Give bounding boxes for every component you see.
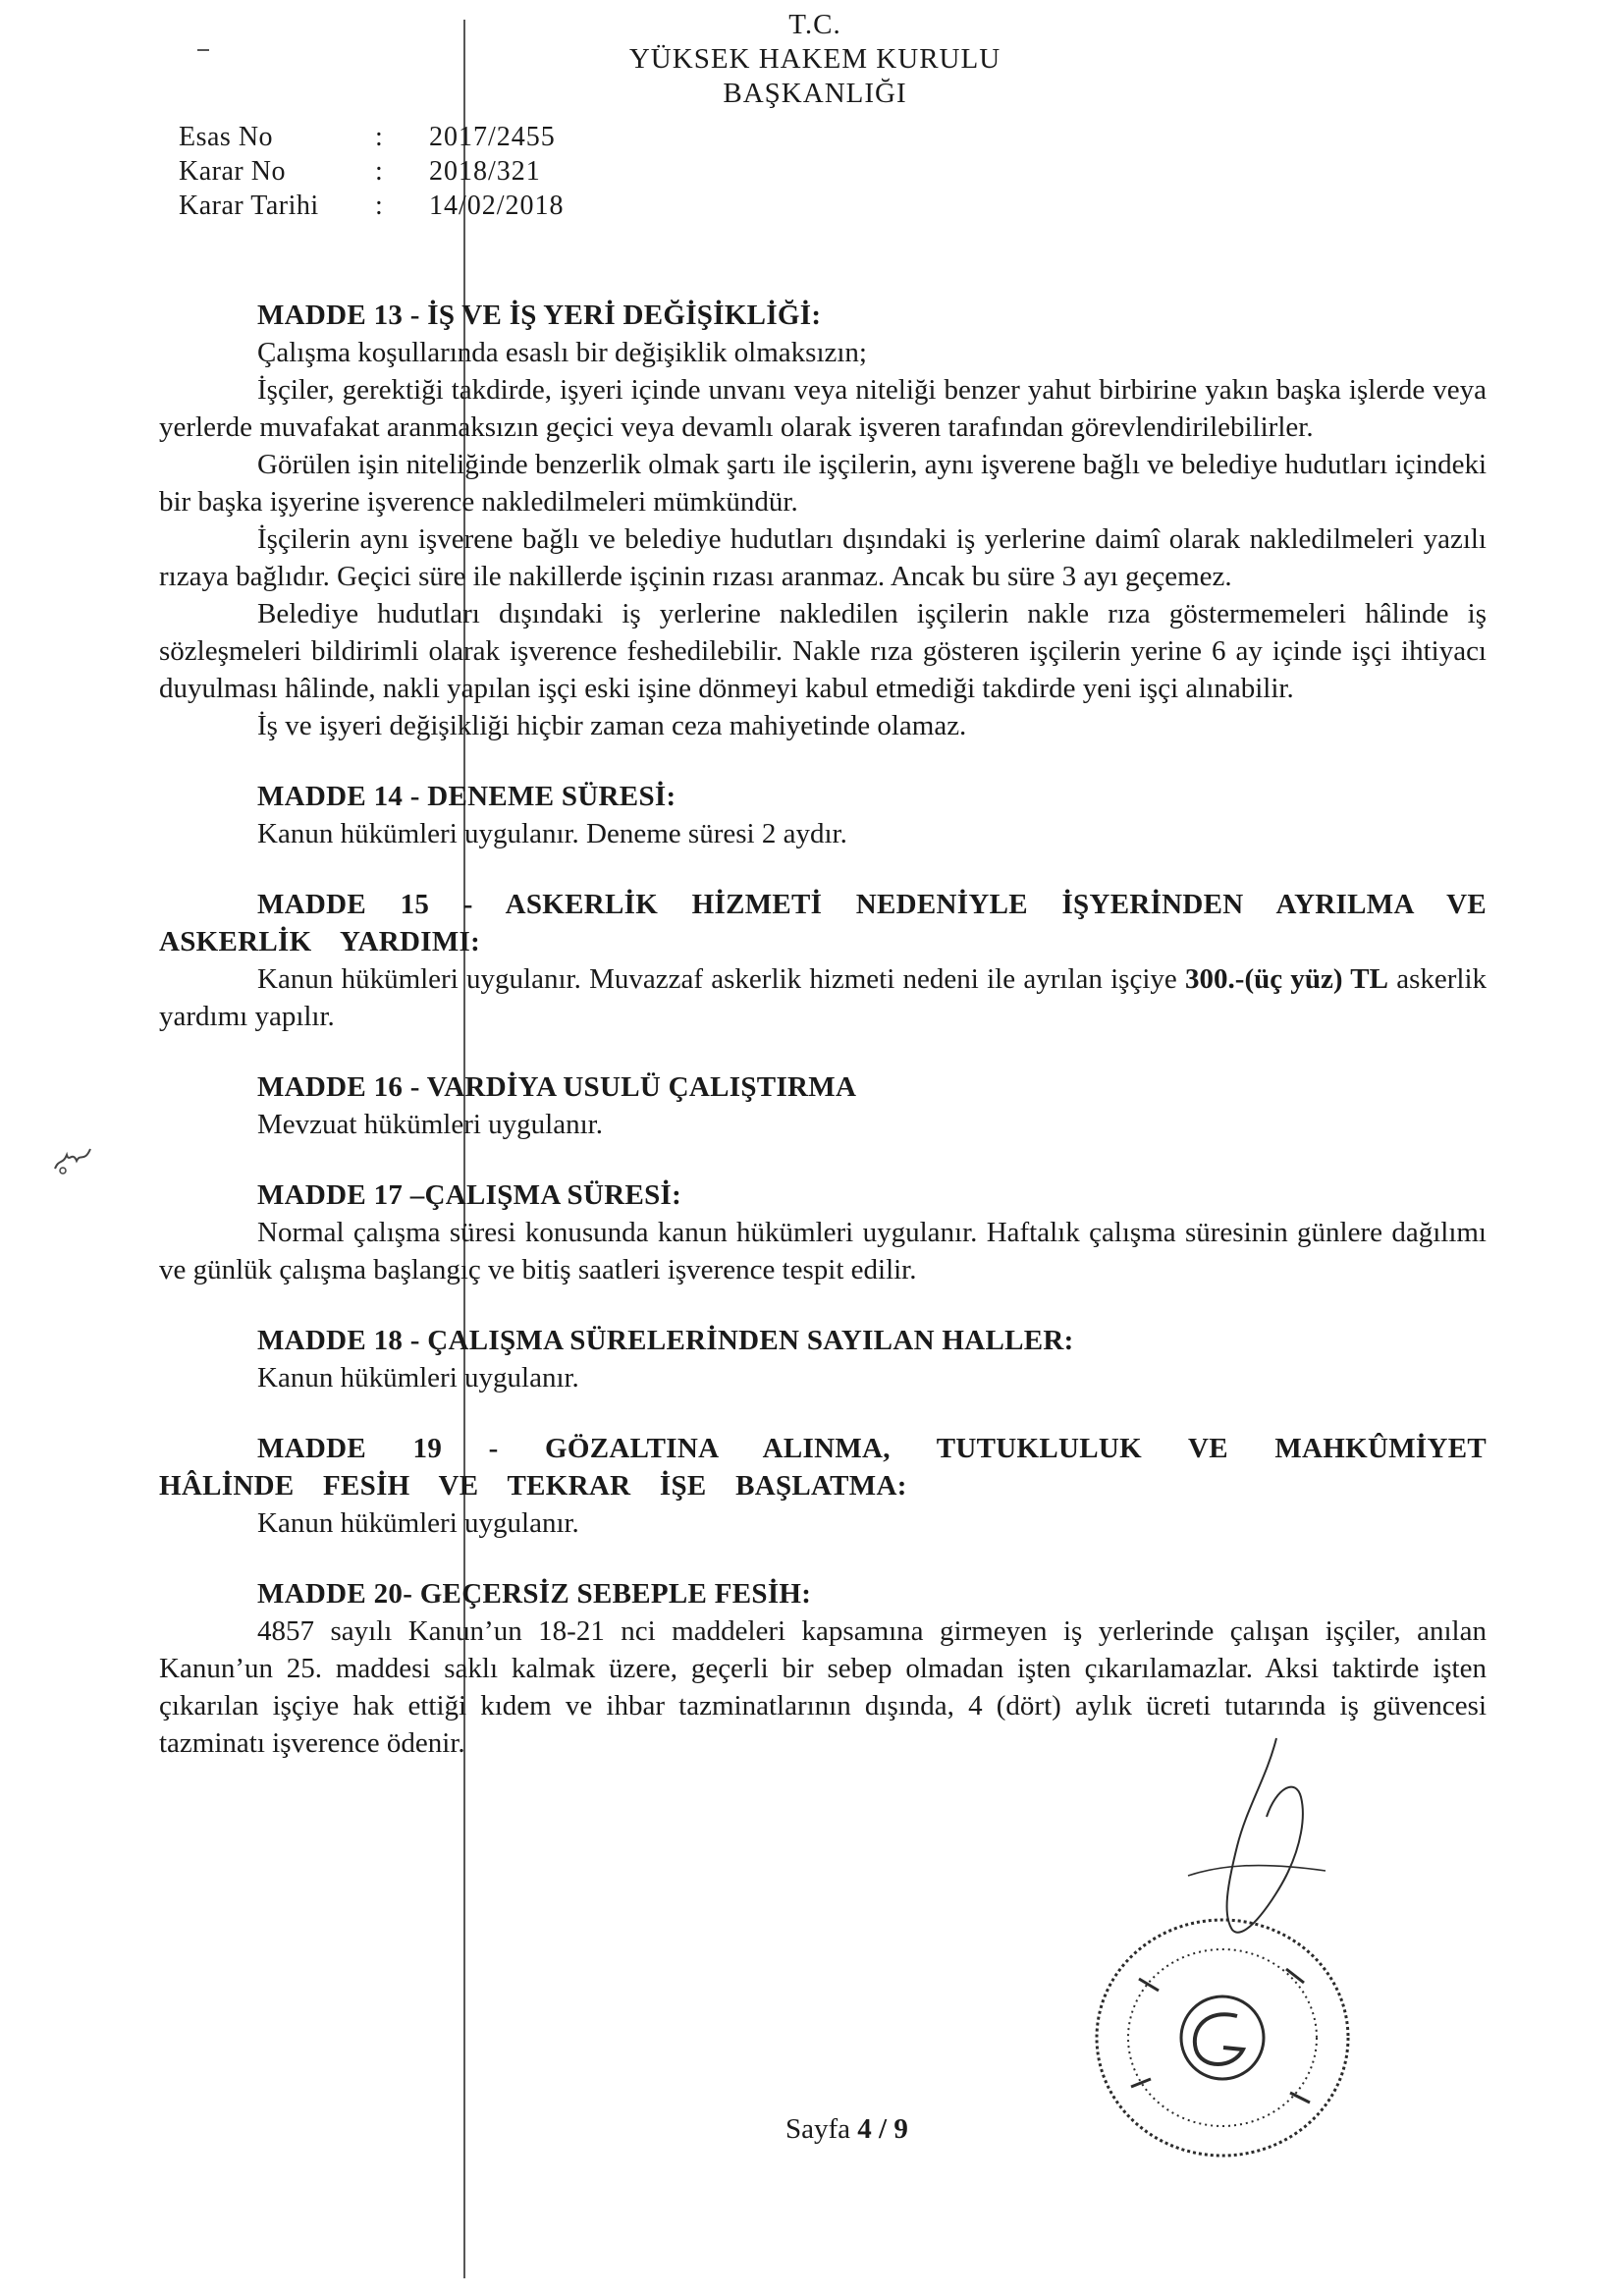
meta-row-karar xyxy=(179,154,565,189)
meta-colon: : xyxy=(375,191,383,221)
paragraph: Görülen işin niteliğinde benzerlik olmak şartı ile işçilerin, aynı işverene bağlı ve belediye hudutları içindeki bir başka işyerine işverence nakledilmeleri mümkündür. xyxy=(159,449,1487,518)
paragraph: Normal çalışma süresi konusunda kanun hükümleri uygulanır. Haftalık çalışma süresinin günlere dağılımı ve günlük çalışma başlangıç ve bitiş saatleri işverence tespit edilir. xyxy=(159,1217,1487,1285)
madde-17 xyxy=(159,1176,1487,1288)
scan-speck xyxy=(196,47,210,53)
paragraph: Belediye hudutları dışındaki iş yerlerine nakledilen işçilerin nakle rıza göstermemeleri hâlinde iş sözleşmeleri bildirimli olarak işverence feshedilebilir. Nakle rıza gösteren işçilerin yerine 6 ay içinde işçi ihtiyacı duyulması hâlinde, nakli yapılan işçi eski işine dönmeyi kabul etmediği takdirde yeni işçi alınabilir. xyxy=(159,598,1487,704)
madde-18 xyxy=(159,1322,1487,1396)
meta-colon: : xyxy=(375,156,383,187)
meta-row-esas xyxy=(179,120,565,154)
madde-13 xyxy=(159,297,1487,744)
allowance-amount: 300.-(üç yüz) TL xyxy=(1185,963,1388,995)
institution-header xyxy=(589,8,1041,111)
header-line-institution: YÜKSEK HAKEM KURULU xyxy=(628,43,1001,75)
madde-title: MADDE 16 - VARDİYA USULÜ ÇALIŞTIRMA xyxy=(257,1071,857,1103)
paragraph: Kanun hükümleri uygulanır. Deneme süresi 2 aydır. xyxy=(257,818,847,849)
meta-value: 2018/321 xyxy=(429,156,541,187)
madde-19 xyxy=(159,1430,1487,1542)
page-prefix: Sayfa xyxy=(785,2113,858,2145)
paragraph: Mevzuat hükümleri uygulanır. xyxy=(257,1109,603,1140)
marginal-initial-icon xyxy=(51,1141,94,1176)
madde-title: MADDE 18 - ÇALIŞMA SÜRELERİNDEN SAYILAN HALLER: xyxy=(257,1325,1074,1356)
paragraph: İşçilerin aynı işverene bağlı ve belediye hudutları dışındaki iş yerlerine daimî olarak nakledilmeleri yazılı rızaya bağlıdır. Geçici süre ile nakillerde işçinin rızası aranmaz. Ancak bu süre 3 ayı geçemez. xyxy=(159,523,1487,592)
paragraph: Çalışma koşullarında esaslı bir değişiklik olmaksızın; xyxy=(257,337,867,368)
meta-label: Karar No xyxy=(179,156,286,187)
madde-14 xyxy=(159,778,1487,852)
madde-title: MADDE 14 - DENEME SÜRESİ: xyxy=(257,781,676,812)
madde-16 xyxy=(159,1068,1487,1143)
page-number xyxy=(785,2113,908,2146)
madde-15 xyxy=(159,886,1487,1035)
meta-label: Esas No xyxy=(179,122,274,152)
paragraph: İş ve işyeri değişikliği hiçbir zaman ceza mahiyetinde olamaz. xyxy=(257,710,967,741)
paragraph-text: askerlik yardımı yapılır. xyxy=(159,963,1487,1032)
meta-row-karar-tarihi xyxy=(179,189,565,223)
madde-title: MADDE 17 –ÇALIŞMA SÜRESİ: xyxy=(257,1179,682,1211)
case-metadata xyxy=(179,120,565,223)
meta-label: Karar Tarihi xyxy=(179,191,319,221)
official-seal-icon xyxy=(1080,1900,1365,2175)
paragraph: 4857 sayılı Kanun’un 18-21 nci maddeleri kapsamına girmeyen iş yerlerinde çalışan işçiler, anılan Kanun’un 25. maddesi saklı kalmak üzere, geçerli bir sebep olmadan işten çıkarılamazlar. Aksi taktirde işten çıkarılan işçiye hak ettiği kıdem ve ihbar tazminatlarının dışında, 4 (dört) aylık ücreti tutarında iş güvencesi tazminatı işverence ödenir. xyxy=(159,1615,1487,1759)
paragraph: Kanun hükümleri uygulanır. xyxy=(257,1362,579,1394)
meta-value: 14/02/2018 xyxy=(429,191,565,221)
madde-title: MADDE 13 - İŞ VE İŞ YERİ DEĞİŞİKLİĞİ: xyxy=(257,300,822,331)
madde-title: MADDE 20- GEÇERSİZ SEBEPLE FESİH: xyxy=(257,1578,812,1610)
meta-colon: : xyxy=(375,122,383,152)
header-line-tc: T.C. xyxy=(788,9,841,40)
meta-value: 2017/2455 xyxy=(429,122,556,152)
header-line-presidency: BAŞKANLIĞI xyxy=(723,78,907,109)
paragraph: İşçiler, gerektiği takdirde, işyeri içinde unvanı veya niteliği benzer yahut birbirine yakın başka işlerde veya yerlerde muvafakat aranmaksızın geçici veya devamlı olarak işveren tarafından görevlendirilebilirler. xyxy=(159,374,1487,443)
paragraph: Kanun hükümleri uygulanır. xyxy=(257,1507,579,1539)
madde-title: MADDE 15 - ASKERLİK HİZMETİ NEDENİYLE İŞYERİNDEN AYRILMA VE ASKERLİK YARDIMI: xyxy=(159,889,1487,957)
paragraph xyxy=(159,960,1487,1035)
paragraph-text: Kanun hükümleri uygulanır. Muvazzaf askerlik hizmeti nedeni ile ayrılan işçiye xyxy=(257,963,1186,995)
page-count: 4 / 9 xyxy=(857,2113,908,2145)
document-body xyxy=(159,297,1487,1762)
madde-title: MADDE 19 - GÖZALTINA ALINMA, TUTUKLULUK VE MAHKÛMİYET HÂLİNDE FESİH VE TEKRAR İŞE BAŞLATMA: xyxy=(159,1433,1487,1502)
